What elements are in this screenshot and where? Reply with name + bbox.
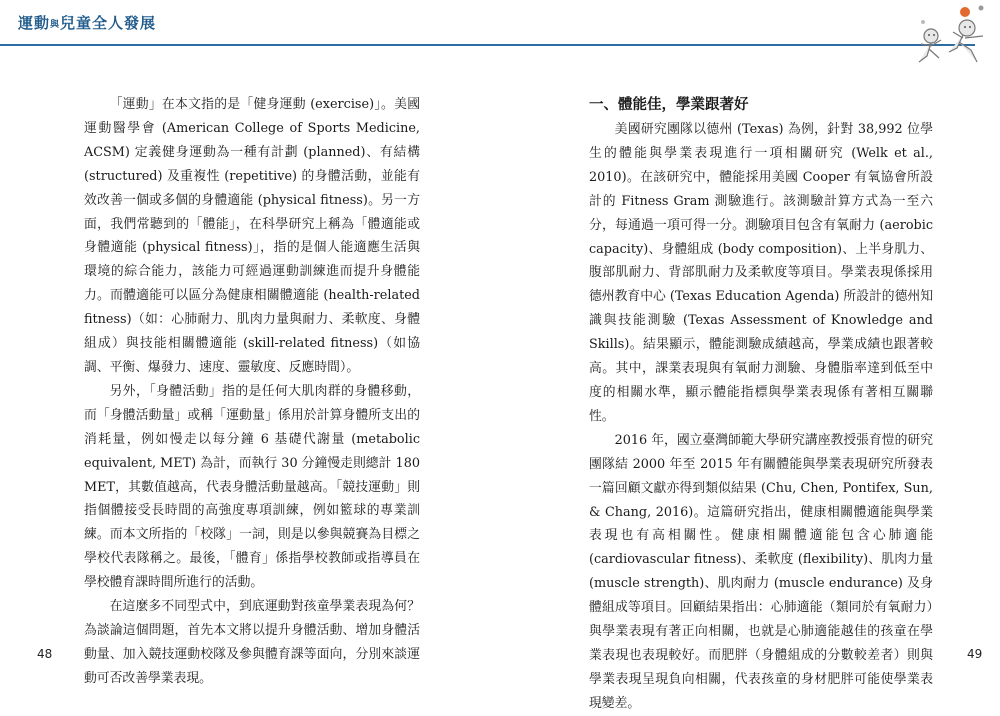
header-rule bbox=[0, 44, 975, 46]
running-header-title bbox=[18, 12, 156, 33]
header-title-pre: 運動 bbox=[18, 14, 51, 32]
page-number-right: 49 bbox=[967, 647, 983, 661]
header-title-post: 兒童全人發展 bbox=[60, 14, 157, 32]
header-title-small: 與 bbox=[50, 20, 61, 30]
right-page-body bbox=[589, 93, 933, 716]
left-page-body bbox=[84, 93, 420, 691]
right-paragraph-2: 2016 年，國立臺灣師範大學研究講座教授張育愷的研究團隊結 2000 年至 2015 年有關體能與學業表現研究所發表一篇回顧文獻亦得到類似結果 (Chu, Chen, Pontifex, Sun, & Chang, 2016)。這篇研究指出，健康相關體適能與學業表現也有高相關性。健康相關體適能包含心肺適能 (cardiovascular fitness)、柔軟度 (flexibility)、肌肉力量 (muscle strength)、肌肉耐力 (muscle endurance) 及身體組成等項目。回顧結果指出：心肺適能（類同於有氧耐力）與學業表現有著正向相關，也就是心肺適能越佳的孩童在學業表現也表現較好。而肥胖（身體組成的分數較差者）則與學業表現呈現負向相關，代表孩童的身材肥胖可能使學業表現變差。 bbox=[589, 432, 933, 711]
right-paragraph-1: 美國研究團隊以德州 (Texas) 為例，針對 38,992 位學生的體能與學業表現進行一項相關研究 (Welk et al., 2010)。在該研究中，體能採用美國 Cooper 有氧協會所設計的 Fitness Gram 測驗進行。該測驗計算方式為一至六分，每通過一項可得一分。測驗項目包含有氧耐力 (aerobic capacity)、身體組成 (body composition)、上半身肌力、腹部肌耐力、背部肌耐力及柔軟度等項目。學業表現係採用德州教育中心 (Texas Education Agenda) 所設計的德州知識與技能測驗 (Texas Assessment of Knowledge and Skills)。結果顯示，體能測驗成績越高，學業成績也跟著較高。其中，課業表現與有氧耐力測驗、身體脂率達到低至中度的相關水準，顯示體能指標與學業表現係有著相互關聯性。 bbox=[589, 122, 933, 424]
left-paragraph-3: 在這麼多不同型式中，到底運動對孩童學業表現為何？為談論這個問題，首先本文將以提升身體活動、增加身體活動量、加入競技運動校隊及參與體育課等面向，分別來談運動可否改善學業表現。 bbox=[84, 599, 420, 686]
left-paragraph-2: 另外，「身體活動」指的是任何大肌肉群的身體移動，而「身體活動量」或稱「運動量」係用於計算身體所支出的消耗量，例如慢走以每分鐘 6 基礎代謝量 (metabolic equivalent, MET) 為計，而執行 30 分鐘慢走則總計 180 MET，其數值越高，代表身體活動量越高。「競技運動」則指個體接受長時間的高強度專項訓練，例如籃球的專業訓練。而本文所指的「校隊」一詞，則是以參與競賽為目標之學校代表隊稱之。最後，「體育」係指學校教師或指導員在學校體育課時間所進行的活動。 bbox=[84, 383, 420, 591]
page-number-left: 48 bbox=[37, 647, 53, 661]
section-heading: 一、體能佳，學業跟著好 bbox=[589, 96, 749, 113]
children-playing-icon bbox=[905, 2, 997, 66]
left-paragraph-1: 「運動」在本文指的是「健身運動 (exercise)」。美國運動醫學會 (American College of Sports Medicine, ACSM) 定義健身運動為一種有計劃 (planned)、有結構 (structured) 及重複性 (repetitive) 的身體活動，並能有效改善一個或多個的身體適能 (physical fitness)。另一方面，我們常聽到的「體能」，在科學研究上稱為「體適能或身體適能 (physical fitness)」，指的是個人能適應生活與環境的綜合能力，該能力可經過運動訓練進而提升身體能力。而體適能可以區分為健康相關體適能 (health-related fitness)（如：心肺耐力、肌肉力量與耐力、柔軟度、身體組成）與技能相關體適能 (skill-related fitness)（如協調、平衡、爆發力、速度、靈敏度、反應時間）。 bbox=[84, 97, 420, 375]
